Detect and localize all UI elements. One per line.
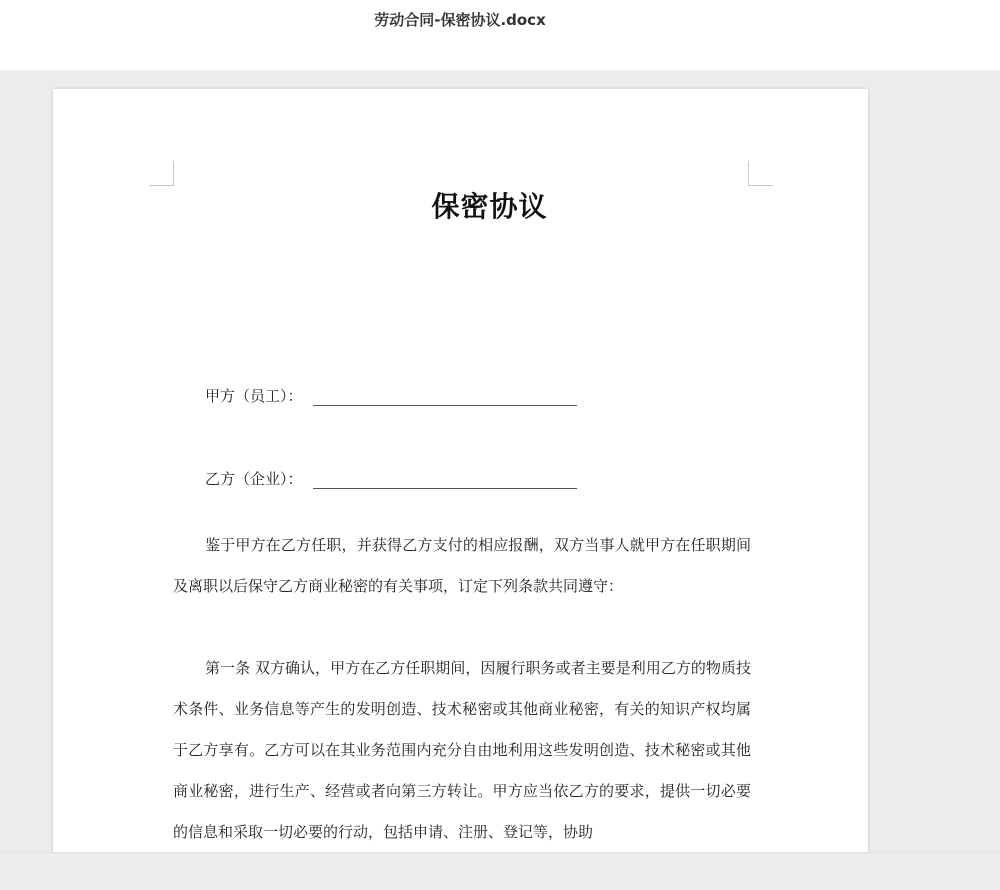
- margin-corner-top-right: [748, 161, 773, 186]
- document-filename: 劳动合同-保密协议.docx: [374, 11, 546, 29]
- document-viewport[interactable]: [0, 70, 1000, 852]
- party-b-blank: [313, 470, 577, 489]
- party-b-line: [205, 468, 577, 489]
- party-a-blank: [313, 387, 577, 406]
- party-a-label: 甲方（员工）：: [205, 387, 303, 405]
- party-b-label: 乙方（企业）：: [205, 470, 303, 488]
- margin-corner-top-left: [149, 161, 174, 186]
- status-bar: [0, 852, 1000, 890]
- party-a-line: [205, 385, 577, 406]
- intro-paragraph: 鉴于甲方在乙方任职，并获得乙方支付的相应报酬，双方当事人就甲方在任职期间及离职以后保守乙方商业秘密的有关事项，订定下列条款共同遵守：: [173, 536, 751, 595]
- document-page[interactable]: [53, 89, 868, 852]
- document-heading: 保密协议: [431, 190, 548, 223]
- article-1-paragraph: 第一条 双方确认，甲方在乙方任职期间，因履行职务或者主要是利用乙方的物质技术条件、业务信息等产生的发明创造、技术秘密或其他商业秘密，有关的知识产权均属于乙方享有。乙方可以在其业务范围内充分自由地利用这些发明创造、技术秘密或其他商业秘密，进行生产、经营或者向第三方转让。甲方应当依乙方的要求，提供一切必要的信息和采取一切必要的行动，包括申请、注册、登记等，协助: [173, 659, 751, 841]
- title-bar: [0, 0, 1000, 70]
